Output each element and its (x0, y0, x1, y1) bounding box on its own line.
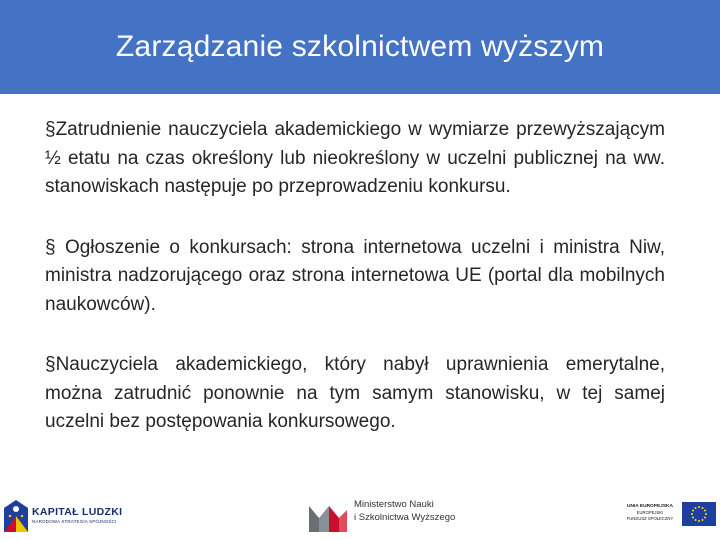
ministry-emblem-icon (309, 502, 347, 532)
eu-logo (620, 502, 716, 528)
kapital-ludzki-name: KAPITAŁ LUDZKI (32, 506, 123, 518)
ministry-line1: Ministerstwo Nauki (354, 499, 434, 510)
kapital-ludzki-subtitle: NARODOWA STRATEGIA SPÓJNOŚCI (32, 519, 117, 524)
ministry-logo (309, 498, 456, 536)
slide-title: Zarządzanie szkolnictwem wyższym (115, 30, 605, 63)
kapital-ludzki-emblem-icon (2, 496, 30, 536)
bullet-retirement: §Nauczyciela akademickiego, który nabył uprawnienia emerytalne, można zatrudnić ponownie na tym samym stanowisku, w tej samej uczelni bez postępowania konkursowego. (45, 354, 665, 432)
kapital-ludzki-logo (2, 496, 127, 536)
eu-line3: FUNDUSZ SPOŁECZNY (626, 516, 674, 521)
slide-content (45, 116, 665, 437)
bullet-announcements: § Ogłoszenie o konkursach: strona internetowa uczelni i ministra Niw, ministra nadzorującego oraz strona internetowa UE (portal dla mobilnych naukowców). (45, 236, 665, 315)
title-bar (0, 0, 720, 94)
eu-line1: UNIA EUROPEJSKA (627, 504, 673, 509)
eu-line2: EUROPEJSKI (636, 510, 664, 515)
bullet-recruitment: §Zatrudnienie nauczyciela akademickiego w wymiarze przewyższającym ½ etatu na czas określony lub nieokreślony w uczelni publicznej na ww. stanowiskach następuje po przeprowadzeniu konkursu. (45, 119, 665, 197)
footer-logos (0, 488, 720, 540)
eu-flag-icon (682, 502, 716, 526)
ministry-line2: i Szkolnictwa Wyższego (354, 512, 456, 523)
